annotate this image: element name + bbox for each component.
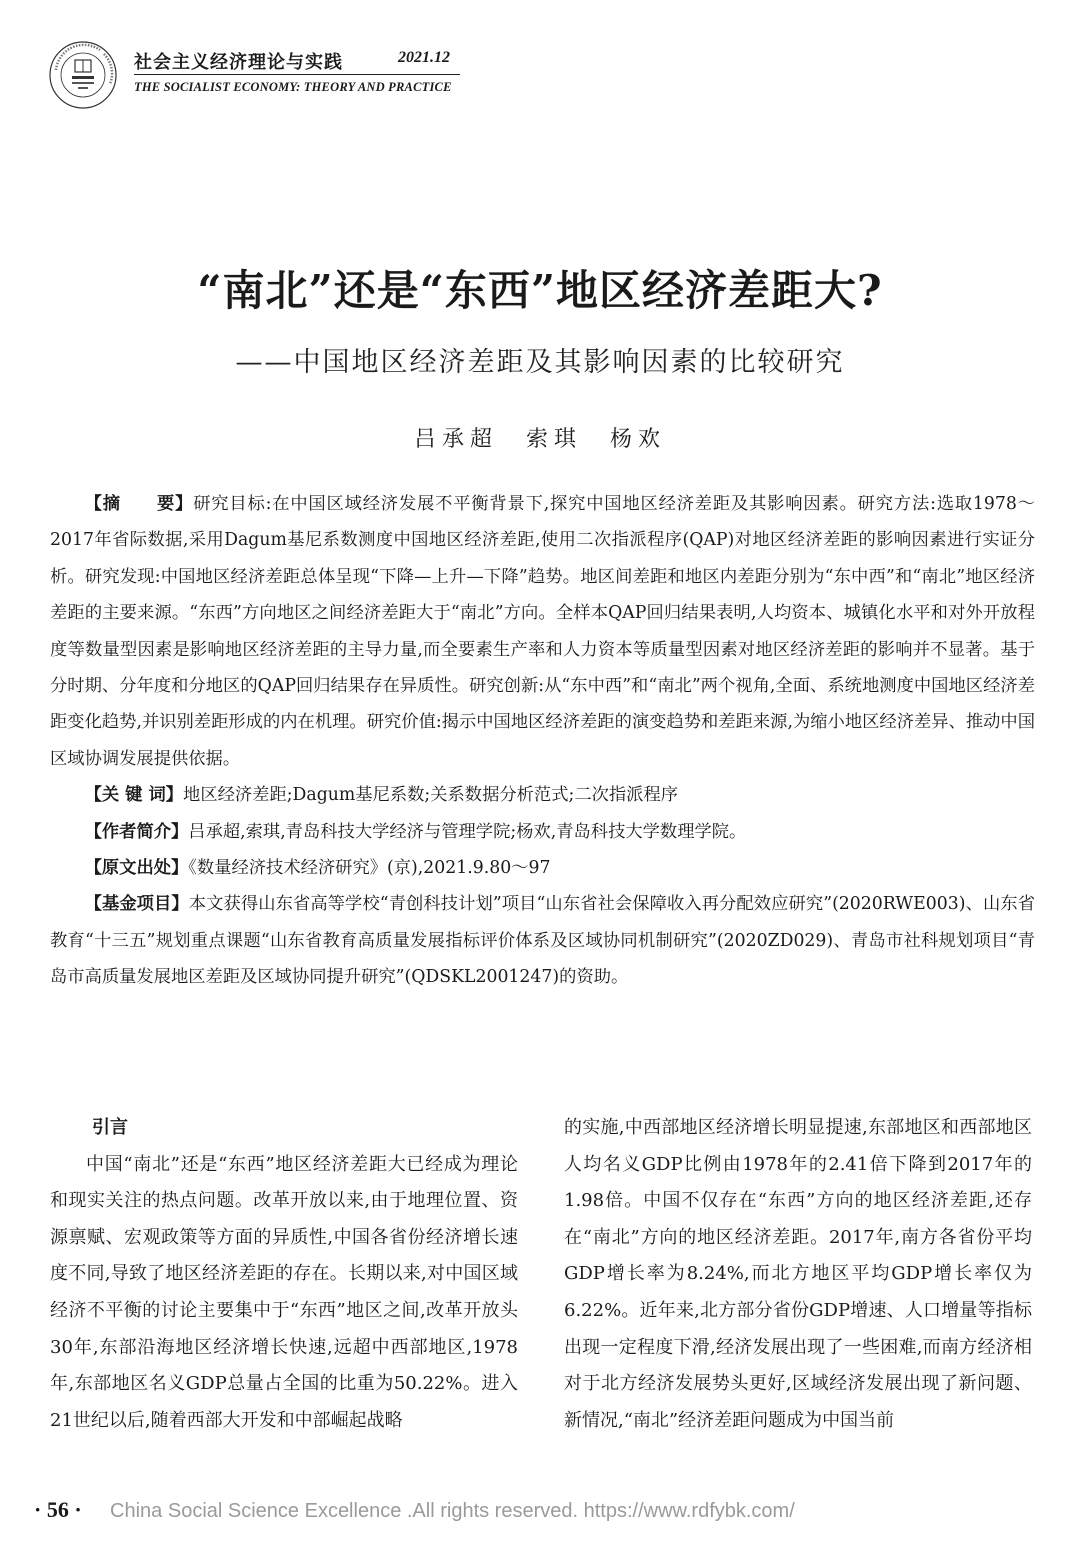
body-paragraph-right: 的实施,中西部地区经济增长明显提速,东部地区和西部地区人均名义GDP比例由1978年的2.41倍下降到2017年的1.98倍。中国不仅存在“东西”方向的地区经济差距,还存在“南北”方向的地区经济差距。2017年,南方各省份平均GDP增长率为8.24%,而北方地区平均GDP增长率仅为6.22%。近年来,北方部分省份GDP增速、人口增量等指标出现一定程度下滑,经济发展出现了一些困难,而南方经济相对于北方经济发展势头更好,区域经济发展出现了新问题、新情况,“南北”经济差距问题成为中国当前 (564, 1117, 1032, 1431)
journal-title-en: THE SOCIALIST ECONOMY: THEORY AND PRACTICE (134, 80, 452, 94)
abstract-text: 研究目标:在中国区域经济发展不平衡背景下,探究中国地区经济差距及其影响因素。研究方法:选取1978～2017年省际数据,采用Dagum基尼系数测度中国地区经济差距,使用二次指派程序(QAP)对地区经济差距的影响因素进行实证分析。研究发现:中国地区经济差距总体呈现“下降—上升—下降”趋势。地区间差距和地区内差距分别为“东中西”和“南北”地区经济差距的主要来源。“东西”方向地区之间经济差距大于“南北”方向。全样本QAP回归结果表明,人均资本、城镇化水平和对外开放程度等数量型因素是影响地区经济差距的主导力量,而全要素生产率和人力资本等质量型因素对地区经济差距的影响并不显著。基于分时期、分年度和分地区的QAP回归结果存在异质性。研究创新:从“东中西”和“南北”两个视角,全面、系统地测度中国地区经济差距变化趋势,并识别差距形成的内在机理。研究价值:揭示中国地区经济差距的演变趋势和差距来源,为缩小地区经济差异、推动中国区域协调发展提供依据。 (50, 494, 1035, 769)
page-number: · 56 · (34, 1497, 82, 1522)
author-intro-text: 吕承超,索琪,青岛科技大学经济与管理学院;杨欢,青岛科技大学数理学院。 (188, 821, 747, 842)
abstract-label: 【摘 要】 (84, 494, 194, 514)
journal-issue: 2021.12 (398, 49, 450, 66)
article-authors: 吕承超 索琪 杨欢 (413, 427, 666, 452)
keywords-label: 【关 键 词】 (84, 785, 184, 806)
header-divider (134, 74, 460, 75)
section-heading: 引言 (92, 1117, 128, 1138)
page-footer (34, 1497, 795, 1523)
abstract-block (50, 486, 1035, 996)
journal-logo (48, 40, 118, 110)
body-column-right (564, 1110, 1032, 1439)
funding-label: 【基金项目】 (84, 894, 189, 915)
article-subtitle: ——中国地区经济差距及其影响因素的比较研究 (235, 347, 845, 378)
source-label: 【原文出处】 (84, 858, 189, 879)
source (50, 850, 1035, 886)
body-paragraph-left: 中国“南北”还是“东西”地区经济差距大已经成为理论和现实关注的热点问题。改革开放以来,由于地理位置、资源禀赋、宏观政策等方面的异质性,中国各省份经济增长速度不同,导致了地区经济差距的存在。长期以来,对中国区域经济不平衡的讨论主要集中于“东西”地区之间,改革开放头30年,东部沿海地区经济增长快速,远超中西部地区,1978年,东部地区名义GDP总量占全国的比重为50.22%。进入21世纪以后,随着西部大开发和中部崛起战略 (50, 1153, 518, 1431)
funding (50, 886, 1035, 995)
keywords (50, 777, 1035, 813)
keywords-text: 地区经济差距;Dagum基尼系数;关系数据分析范式;二次指派程序 (183, 785, 679, 806)
funding-text: 本文获得山东省高等学校“青创科技计划”项目“山东省社会保障收入再分配效应研究”(2020RWE003)、山东省教育“十三五”规划重点课题“山东省教育高质量发展指标评价体系及区域协同机制研究”(2020ZD029)、青岛市社科规划项目“青岛市高质量发展地区差距及区域协同提升研究”(QDSKL2001247)的资助。 (50, 894, 1035, 988)
author-intro (50, 814, 1035, 850)
source-text: 《数量经济技术经济研究》(京),2021.9.80～97 (188, 858, 551, 879)
author-intro-label: 【作者简介】 (84, 821, 189, 842)
page-header (48, 40, 468, 110)
journal-title-cn: 社会主义经济理论与实践 (134, 52, 343, 73)
body-column-left (50, 1110, 518, 1439)
copyright-notice: China Social Science Excellence .All rights reserved. https://www.rdfybk.com/ (110, 1500, 795, 1522)
abstract (50, 486, 1035, 777)
article-title: “南北”还是“东西”地区经济差距大? (197, 266, 883, 315)
